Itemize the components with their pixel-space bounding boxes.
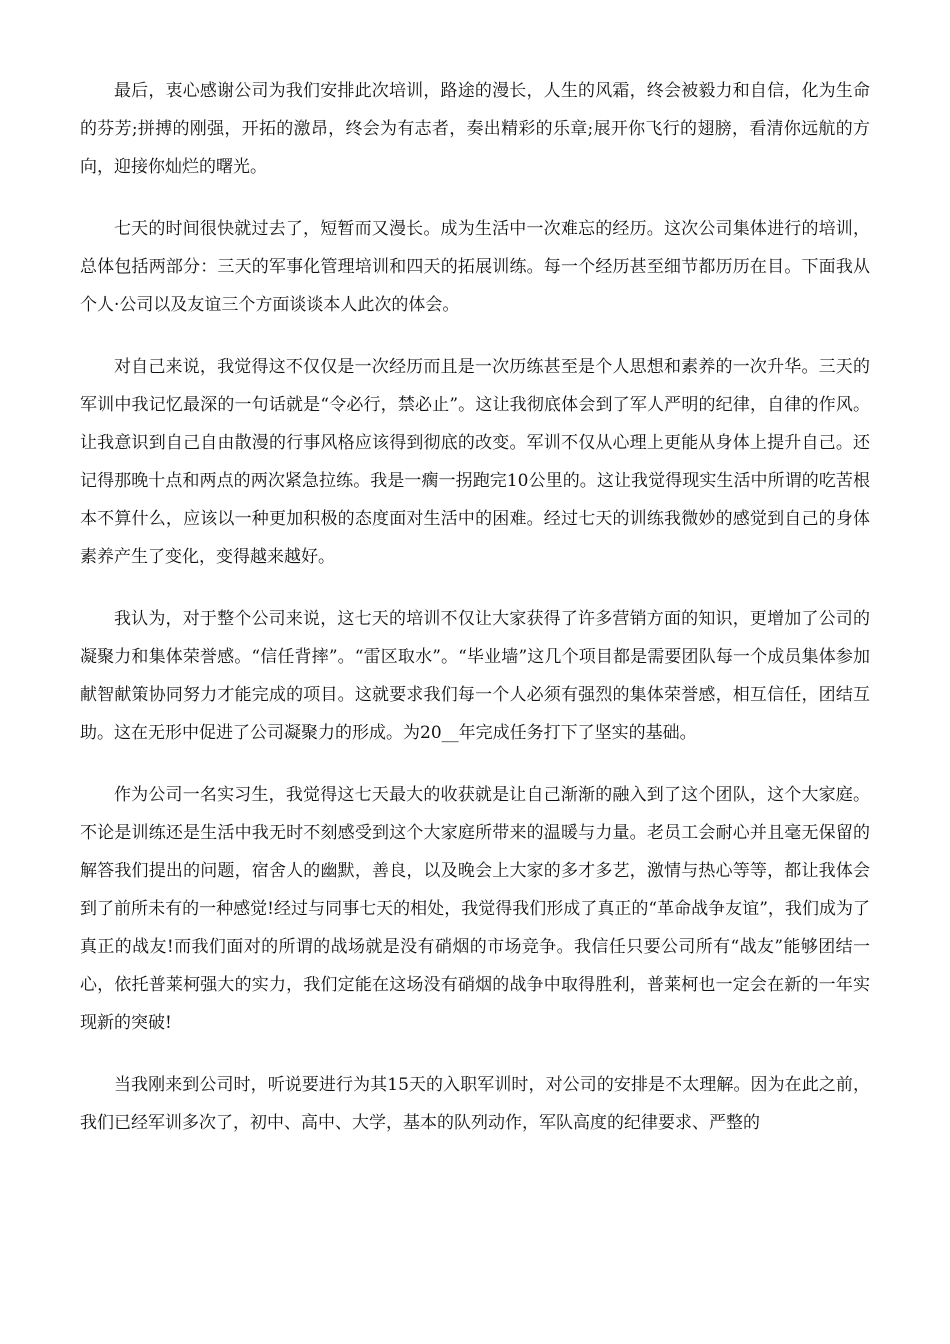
paragraph-personal-reflection: 对自己来说，我觉得这不仅仅是一次经历而且是一次历练甚至是个人思想和素养的一次升华。三天的军训中我记忆最深的一句话就是“令必行，禁必止”。这让我彻底体会到了军人严明的纪律，自律的作风。让我意识到自己自由散漫的行事风格应该得到彻底的改变。军训不仅从心理上更能从身体上提升自己。还记得那晚十点和两点的两次紧急拉练。我是一瘸一拐跑完10公里的。这让我觉得现实生活中所谓的吃苦根本不算什么，应该以一种更加积极的态度面对生活中的困难。经过七天的训练我微妙的感觉到自己的身体素养产生了变化，变得越来越好。 <box>80 357 870 567</box>
paragraph-company-cohesion: 我认为，对于整个公司来说，这七天的培训不仅让大家获得了许多营销方面的知识，更增加了公司的凝聚力和集体荣誉感。“信任背摔”。“雷区取水”。“毕业墙”这几个项目都是需要团队每一个成员集体参加献智献策协同努力才能完成的项目。这就要求我们每一个人必须有强烈的集体荣誉感，相互信任，团结互助。这在无形中促进了公司凝聚力的形成。为20__年完成任务打下了坚实的基础。 <box>80 609 870 743</box>
paragraph-seven-days: 七天的时间很快就过去了，短暂而又漫长。成为生活中一次难忘的经历。这次公司集体进行的培训，总体包括两部分：三天的军事化管理培训和四天的拓展训练。每一个经历甚至细节都历历在目。下面我从个人·公司以及友谊三个方面谈谈本人此次的体会。 <box>80 219 870 315</box>
paragraph-military-training: 当我刚来到公司时，听说要进行为其15天的入职军训时，对公司的安排是不太理解。因为在此之前，我们已经军训多次了，初中、高中、大学，基本的队列动作，军队高度的纪律要求、严整的 <box>80 1075 870 1133</box>
paragraph-closing-thanks: 最后，衷心感谢公司为我们安排此次培训，路途的漫长，人生的风霜，终会被毅力和自信，化为生命的芬芳;拼搏的刚强，开拓的激昂，终会为有志者，奏出精彩的乐章;展开你飞行的翅膀，看清你远航的方向，迎接你灿烂的曙光。 <box>80 81 870 177</box>
document-page <box>80 72 870 1166</box>
paragraph-friendship: 作为公司一名实习生，我觉得这七天最大的收获就是让自己渐渐的融入到了这个团队，这个大家庭。不论是训练还是生活中我无时不刻感受到这个大家庭所带来的温暖与力量。老员工会耐心并且毫无保留的解答我们提出的问题，宿舍人的幽默，善良，以及晚会上大家的多才多艺，激情与热心等等，都让我体会到了前所未有的一种感觉!经过与同事七天的相处，我觉得我们形成了真正的“革命战争友谊”，我们成为了真正的战友!而我们面对的所谓的战场就是没有硝烟的市场竞争。我信任只要公司所有“战友”能够团结一心，依托普莱柯强大的实力，我们定能在这场没有硝烟的战争中取得胜利，普莱柯也一定会在新的一年实现新的突破! <box>80 785 870 1033</box>
